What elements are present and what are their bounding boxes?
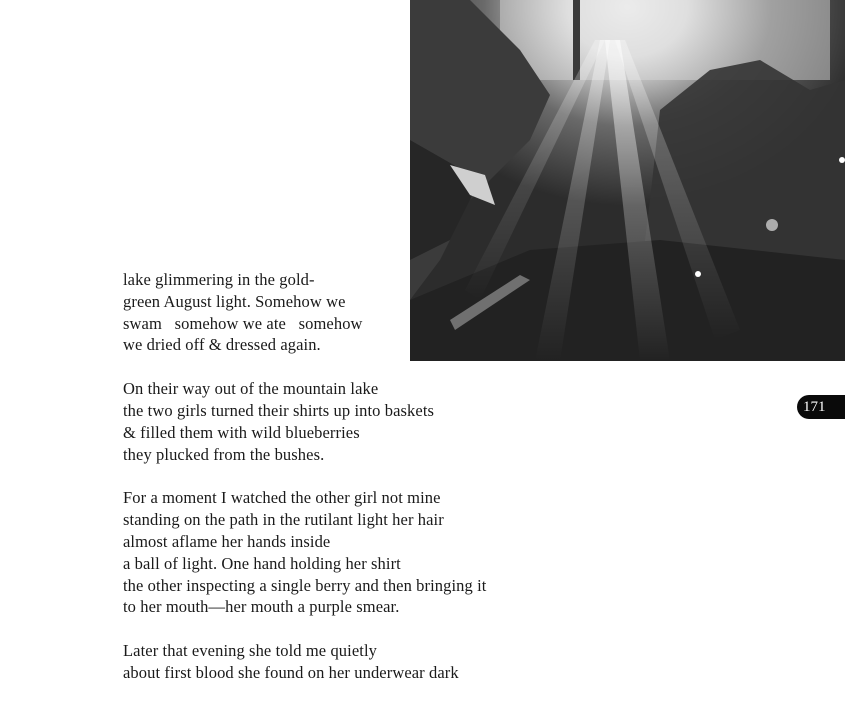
poem-line: lake glimmering in the gold- [123, 270, 315, 289]
stanza-4 [123, 640, 543, 684]
page-number-tab: 171 [797, 395, 845, 419]
poem-line: green August light. Somehow we [123, 291, 346, 311]
poem-line: the other inspecting a single berry and then bringing it [123, 575, 487, 595]
stanza-2 [123, 378, 543, 465]
stanza-1 [123, 269, 543, 356]
poem-line: Later that evening she told me quietly [123, 641, 377, 661]
poem-line: On their way out of the mountain lake [123, 379, 379, 399]
poem-line: we dried off & dressed again. [123, 335, 321, 355]
poem-line: For a moment I watched the other girl not mine [123, 488, 441, 508]
poem-line: swam somehow we ate somehow [123, 313, 363, 333]
stanza-3 [123, 487, 543, 618]
poem-line: a ball of light. One hand holding her shirt [123, 553, 401, 573]
poem-text [123, 269, 543, 706]
poem-line: standing on the path in the rutilant light her hair [123, 510, 444, 530]
poem-line: & filled them with wild blueberries [123, 422, 360, 442]
poem-line: about first blood she found on her underwear dark [123, 662, 459, 682]
poem-line: almost aflame her hands inside [123, 531, 331, 551]
poem-line: they plucked from the bushes. [123, 444, 325, 464]
poem-line: to her mouth—her mouth a purple smear. [123, 597, 400, 617]
poem-line: the two girls turned their shirts up into baskets [123, 400, 435, 420]
